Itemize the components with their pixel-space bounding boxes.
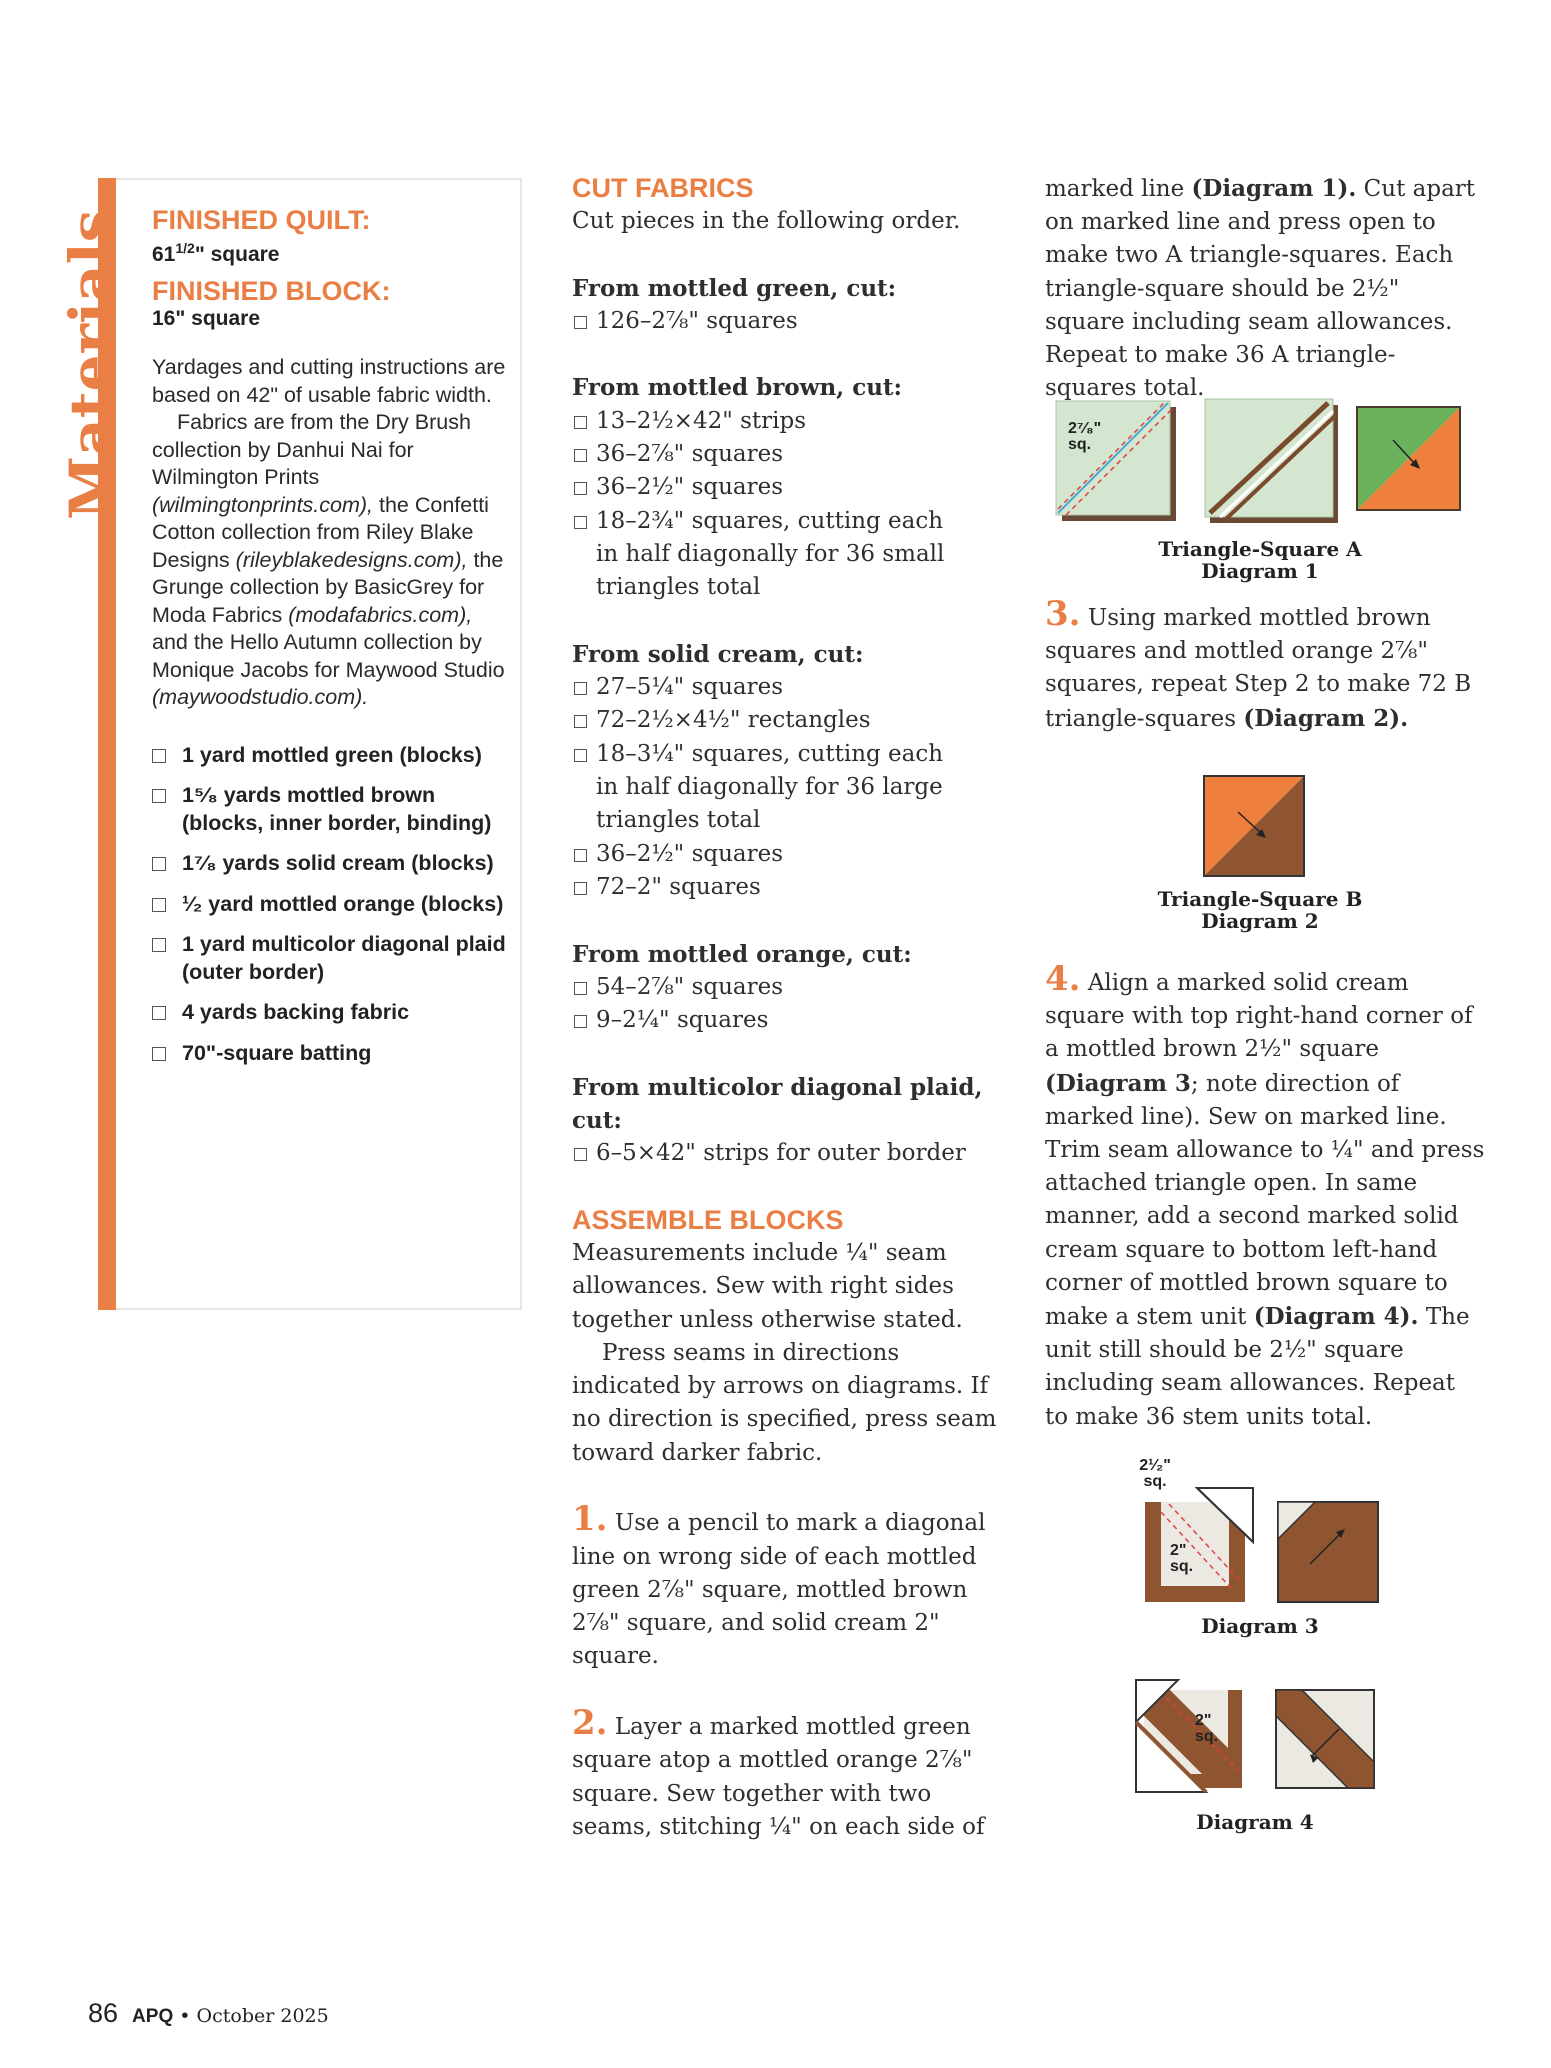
cut-item: 9–2¼" squares (572, 1004, 1002, 1037)
step-4-block (1045, 959, 1485, 1434)
checkbox-icon (574, 682, 587, 695)
magazine-name: APQ (132, 2006, 174, 2027)
diagram-2-graphic (1200, 772, 1310, 882)
step-3-block (1045, 594, 1485, 736)
cut-fabrics-heading: CUT FABRICS (572, 173, 754, 203)
checkbox-icon (152, 749, 166, 763)
checkbox-icon (574, 1148, 587, 1161)
diagram-3-outer-size-label: 2¹⁄₂" sq. (1139, 1457, 1171, 1490)
finished-block-value: 16" square (152, 307, 261, 330)
marked-green-square (1056, 401, 1176, 521)
materials-paragraph-yardage: Yardages and cutting instructions are based on 42" of usable fabric width. (152, 355, 506, 407)
diagram-1-graphic (1050, 395, 1470, 525)
materials-item: 1⁷⁄₈ yards solid cream (blocks) (152, 850, 512, 878)
cream-squares-on-brown (1136, 1680, 1242, 1792)
cut-item: 36–2¹⁄₂" squares (572, 471, 1002, 504)
checkbox-icon (574, 516, 587, 529)
step-number: 2. (572, 1703, 608, 1744)
cut-item: 6–5×42" strips for outer border (572, 1137, 1002, 1170)
cut-item: 54–2⁷⁄₈" squares (572, 971, 1002, 1004)
cut-item: 126–2⁷⁄₈" squares (572, 305, 1002, 338)
cut-item: 18–2³⁄₄" squares, cutting each in half diagonally for 36 small triangles total (572, 505, 1002, 605)
cut-item: 72–2¹⁄₂×4¹⁄₂" rectangles (572, 704, 1002, 737)
materials-item: 1 yard mottled green (blocks) (152, 742, 512, 770)
materials-item: ¹⁄₂ yard mottled orange (blocks) (152, 891, 512, 919)
step-number: 3. (1045, 594, 1081, 634)
checkbox-icon (152, 1006, 166, 1020)
page-number: 86 (88, 1998, 119, 2028)
materials-content (152, 205, 512, 1080)
issue-date: October 2025 (196, 2005, 329, 2027)
cut-item: 13–2¹⁄₂×42" strips (572, 405, 1002, 438)
checkbox-icon (152, 857, 166, 871)
cut-item: 36–2¹⁄₂" squares (572, 838, 1002, 871)
triangle-square-a (1357, 407, 1460, 510)
materials-item: 1⁵⁄₈ yards mottled brown (blocks, inner border, binding) (152, 782, 512, 837)
checkbox-icon (574, 416, 587, 429)
diagram-4-size-label: 2" sq. (1195, 1712, 1219, 1745)
materials-item: 4 yards backing fabric (152, 999, 512, 1027)
checkbox-icon (574, 482, 587, 495)
finished-quilt-label: FINISHED QUILT: (152, 205, 371, 235)
step-number: 4. (1045, 959, 1081, 999)
triangle-square-b (1204, 776, 1304, 876)
checkbox-icon (152, 1047, 166, 1061)
cut-item: 72–2" squares (572, 871, 1002, 904)
diagram-2-caption: Triangle-Square B Diagram 2 (1157, 887, 1363, 933)
step-3: 3. Using marked mottled brown squares and mottled orange 2⁷⁄₈" squares, repeat Step 2 to make 72 B triangle-squares (Diagram 2). (1045, 594, 1472, 732)
cut-item: 27–5¹⁄₄" squares (572, 671, 1002, 704)
cut-and-assemble-column (572, 172, 1002, 1844)
brown-square-with-cream-corner (1145, 1488, 1253, 1602)
checkbox-icon (574, 982, 587, 995)
checkbox-icon (152, 789, 166, 803)
materials-item: 70"-square batting (152, 1040, 512, 1068)
finished-block-label: FINISHED BLOCK: (152, 276, 391, 306)
step-1: 1. Use a pencil to mark a diagonal line on wrong side of each mottled green 2⁷⁄₈" square, mottled brown 2⁷⁄₈" square, and solid cream 2" square. (572, 1499, 986, 1670)
instructions-column (1045, 172, 1485, 405)
stem-unit (1276, 1690, 1374, 1788)
cut-apart-squares (1205, 399, 1338, 523)
step-number: 1. (572, 1499, 608, 1540)
assemble-press-note: Press seams in directions indicated by arrows on diagrams. If no direction is specified, press seam toward darker fabric. (572, 1339, 997, 1466)
cut-intro: Cut pieces in the following order. (572, 208, 961, 234)
diagram-3-inner-size-label: 2" sq. (1170, 1542, 1194, 1575)
diagram-4-caption: Diagram 4 (1196, 1810, 1314, 1834)
checkbox-icon (574, 316, 587, 329)
diagram-4-graphic (1130, 1678, 1390, 1798)
cut-item: 36–2⁷⁄₈" squares (572, 438, 1002, 471)
finished-quilt-value: $61^{1/2}$" square (152, 240, 280, 266)
materials-checklist (152, 742, 512, 1068)
materials-item: 1 yard multicolor diagonal plaid (outer border) (152, 931, 512, 986)
diagram-3-caption: Diagram 3 (1201, 1614, 1319, 1638)
cut-brown-heading: From mottled brown, cut: (572, 374, 903, 402)
page-footer: 86 APQ • October 2025 (88, 1998, 329, 2028)
step-2: 2. Layer a marked mottled green square atop a mottled orange 2⁷⁄₈" square. Sew together with two seams, stitching ¹⁄₄" on each side of (572, 1703, 985, 1840)
checkbox-icon (152, 938, 166, 952)
materials-paragraph-fabrics: Fabrics are from the Dry Brush collection by Danhui Nai for Wilmington Prints (wilmingtonprints.com), the Confetti Cotton collection from Riley Blake Designs (rileyblakedesigns.com), the Grunge collection by BasicGrey for Moda Fabrics (modafabrics.com), and the Hello Autumn collection by Monique Jacobs for Maywood Studio (maywoodstudio.com). (152, 410, 505, 709)
checkbox-icon (152, 898, 166, 912)
checkbox-icon (574, 1015, 587, 1028)
checkbox-icon (574, 749, 587, 762)
checkbox-icon (574, 449, 587, 462)
checkbox-icon (574, 849, 587, 862)
diagram-1-caption: Triangle-Square A Diagram 1 (1158, 537, 1362, 583)
stem-half-unit (1278, 1502, 1378, 1602)
assemble-intro: Measurements include ¹⁄₄" seam allowances. Sew with right sides together unless otherwise stated. (572, 1239, 963, 1333)
diagram-1-size-label: 2⁷⁄₈" sq. (1068, 420, 1102, 453)
checkbox-icon (574, 882, 587, 895)
cut-orange-heading: From mottled orange, cut: (572, 940, 912, 968)
cut-green-heading: From mottled green, cut: (572, 274, 897, 302)
step-2-continued: marked line (Diagram 1). Cut apart on marked line and press open to make two A triangle-squares. Each triangle-square should be 2¹⁄₂" square including seam allowances. Repeat to make 36 A triangle-squares total. (1045, 175, 1476, 402)
checkbox-icon (574, 715, 587, 728)
assemble-blocks-heading: ASSEMBLE BLOCKS (572, 1204, 844, 1235)
cut-cream-heading: From solid cream, cut: (572, 640, 864, 668)
cut-plaid-heading: From multicolor diagonal plaid, cut: (572, 1073, 983, 1135)
cut-item: 18–3¹⁄₄" squares, cutting each in half diagonally for 36 large triangles total (572, 738, 1002, 838)
materials-title: Materials (57, 209, 125, 520)
step-4: 4. Align a marked solid cream square with top right-hand corner of a mottled brown 2¹⁄₂" square (Diagram 3; note direction of marked line). Sew on marked line. Trim seam allowance to ¹⁄₄" and press attached triangle open. In same manner, add a second marked solid cream square to bottom left-hand corner of mottled brown square to make a stem unit (Diagram 4). The unit still should be 2¹⁄₂" square including seam allowances. Repeat to make 36 stem units total. (1045, 959, 1485, 1430)
